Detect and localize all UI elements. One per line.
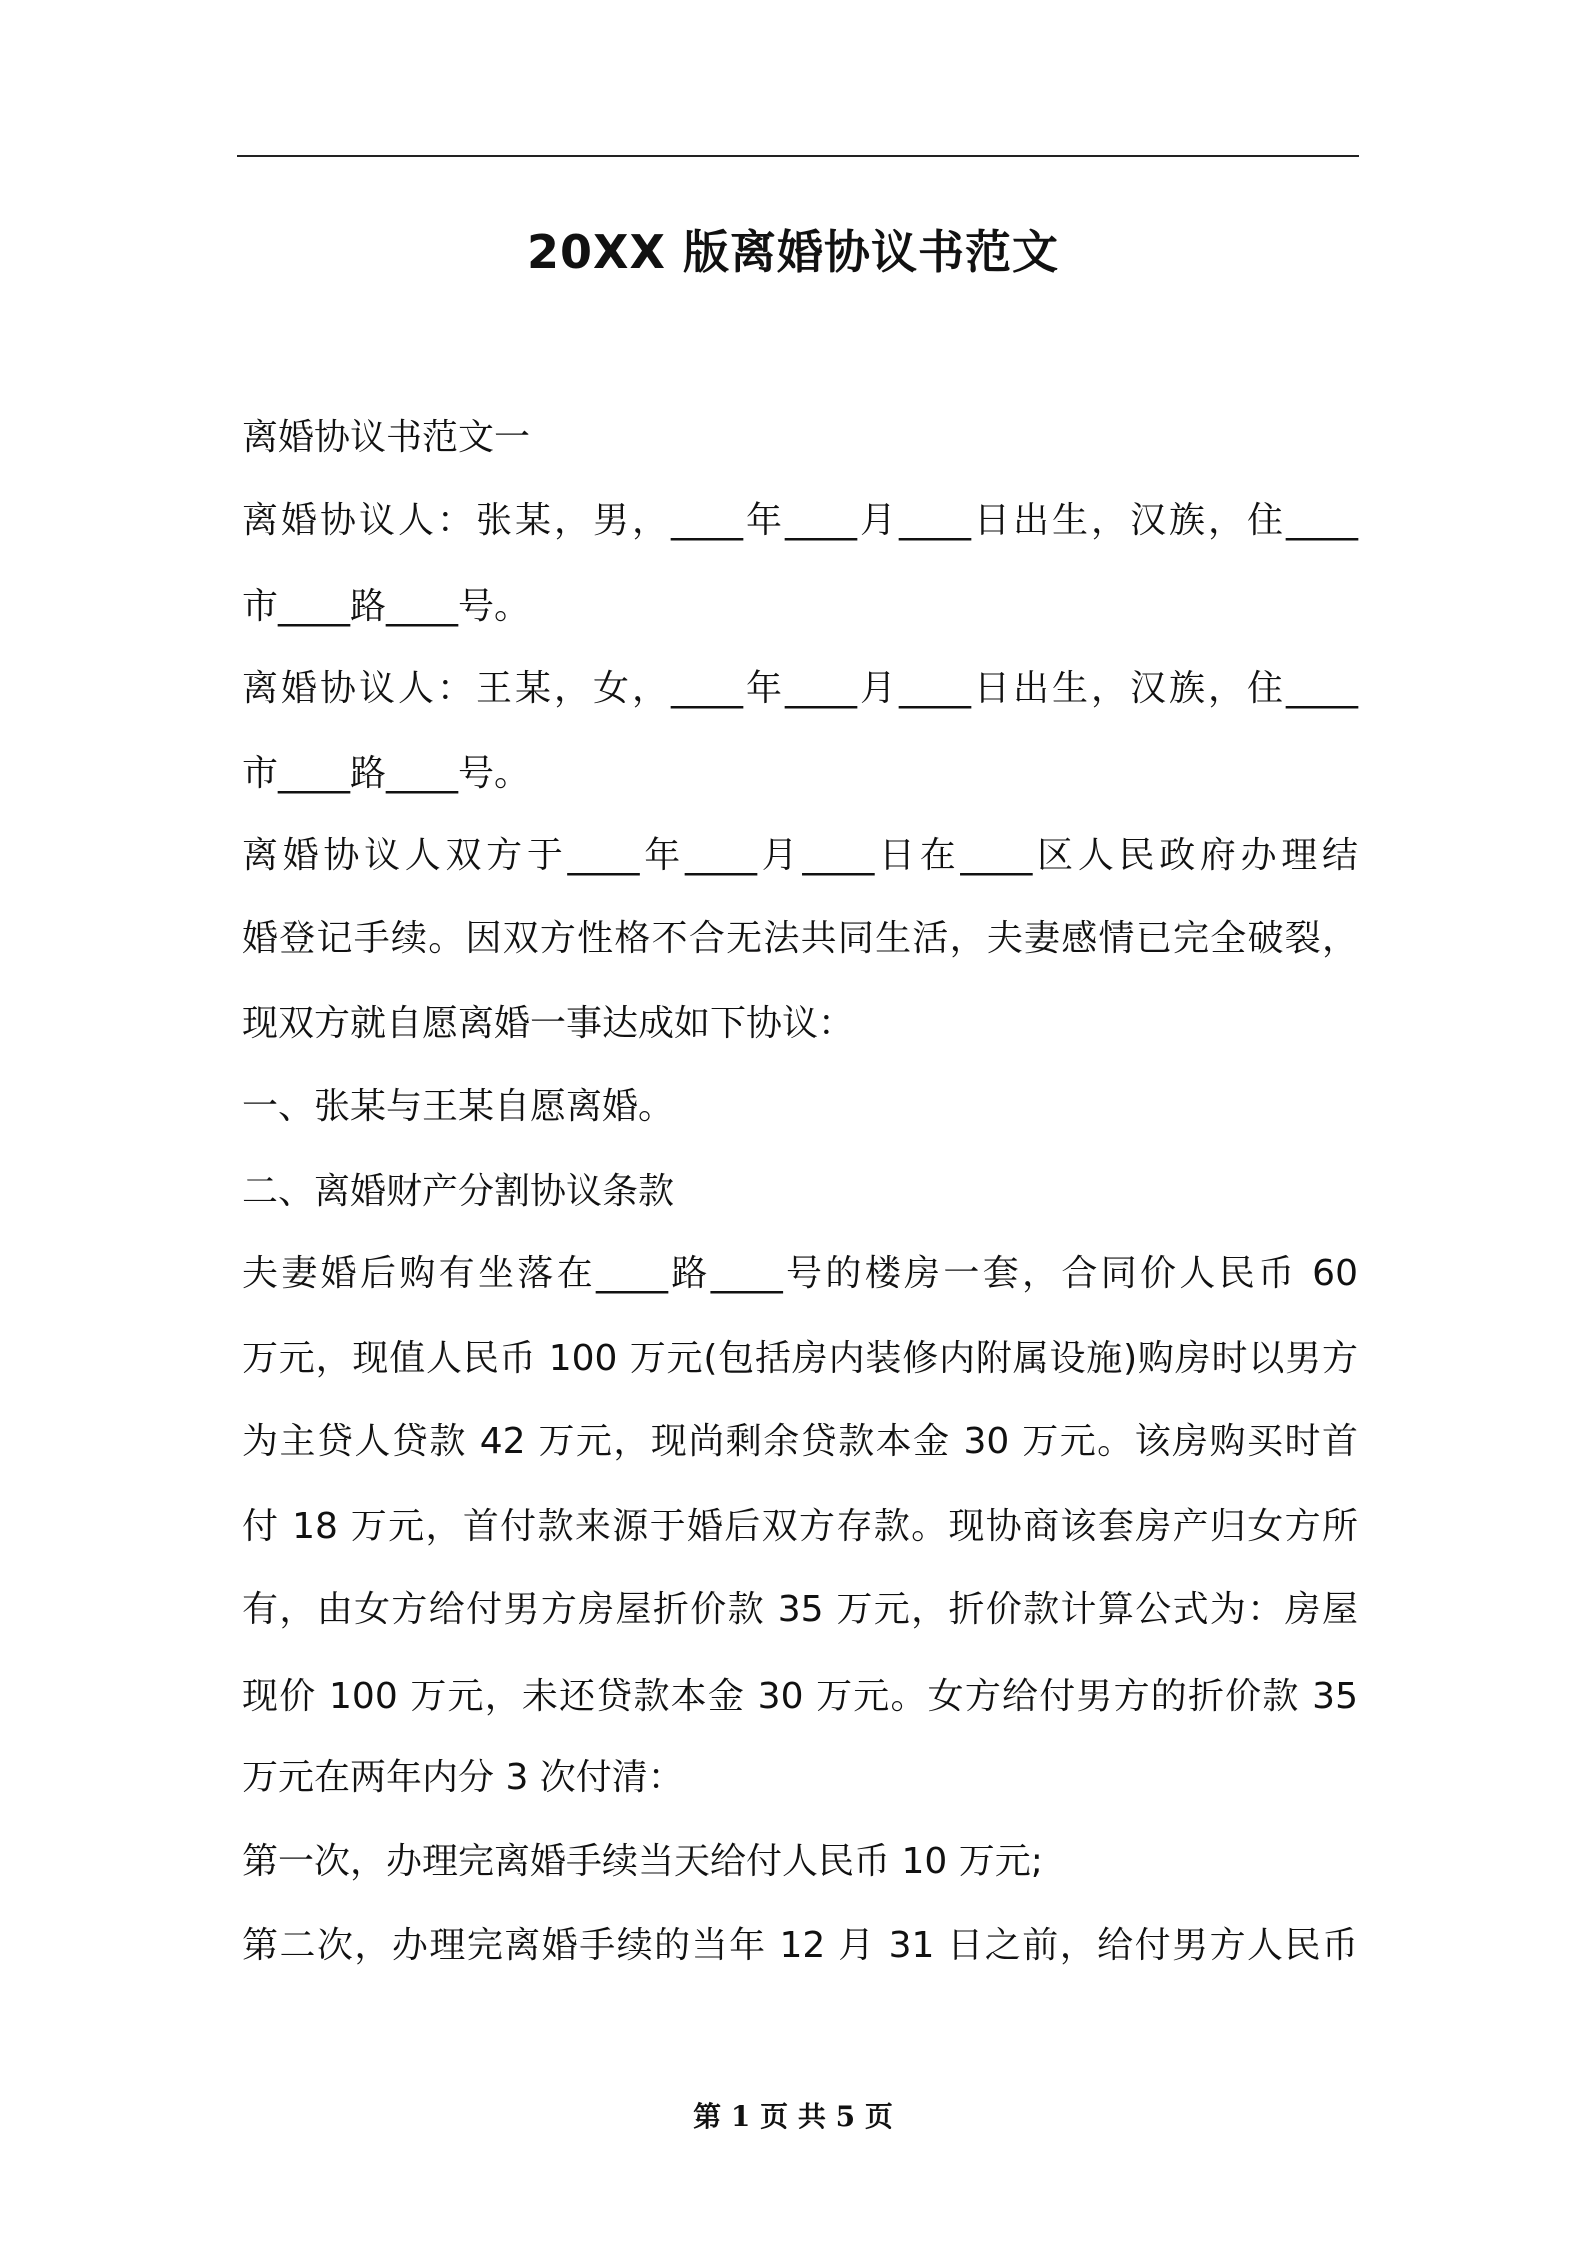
- paragraph-line: 有，由女方给付男方房屋折价款 35 万元，折价款计算公式为：房屋: [242, 1589, 1358, 1630]
- paragraph-line: 万元在两年内分 3 次付清：: [242, 1757, 684, 1798]
- paragraph-line: 一、张某与王某自愿离婚。: [242, 1086, 675, 1127]
- paragraph-line: 离婚协议人：张某，男，____年____月____日出生，汉族，住____: [242, 500, 1358, 541]
- paragraph-line: 市____路____号。: [242, 586, 531, 627]
- page-footer: 第 1 页 共 5 页: [693, 2100, 893, 2133]
- paragraph-line: 二、离婚财产分割协议条款: [242, 1171, 675, 1212]
- paragraph-line: 为主贷人贷款 42 万元，现尚剩余贷款本金 30 万元。该房购买时首: [242, 1421, 1358, 1462]
- paragraph-line: 市____路____号。: [242, 753, 531, 794]
- paragraph-line: 婚登记手续。因双方性格不合无法共同生活，夫妻感情已完全破裂，: [242, 918, 1358, 959]
- paragraph-line: 付 18 万元，首付款来源于婚后双方存款。现协商该套房产归女方所: [242, 1506, 1358, 1547]
- paragraph-line: 夫妻婚后购有坐落在____路____号的楼房一套，合同价人民币 60: [242, 1253, 1358, 1294]
- paragraph-line: 万元，现值人民币 100 万元(包括房内装修内附属设施)购房时以男方: [242, 1338, 1358, 1379]
- paragraph-line: 第一次，办理完离婚手续当天给付人民币 10 万元;: [242, 1841, 1043, 1882]
- paragraph-line: 离婚协议人：王某，女，____年____月____日出生，汉族，住____: [242, 668, 1358, 709]
- document-title: 20XX 版离婚协议书范文: [527, 225, 1059, 279]
- paragraph-line: 离婚协议书范文一: [242, 417, 531, 458]
- paragraph-line: 离婚协议人双方于____年____月____日在____区人民政府办理结: [242, 835, 1358, 876]
- paragraph-line: 第二次，办理完离婚手续的当年 12 月 31 日之前，给付男方人民币: [242, 1925, 1358, 1966]
- paragraph-line: 现价 100 万元，未还贷款本金 30 万元。女方给付男方的折价款 35: [242, 1676, 1358, 1717]
- paragraph-line: 现双方就自愿离婚一事达成如下协议：: [242, 1003, 855, 1044]
- header-rule: [237, 155, 1359, 157]
